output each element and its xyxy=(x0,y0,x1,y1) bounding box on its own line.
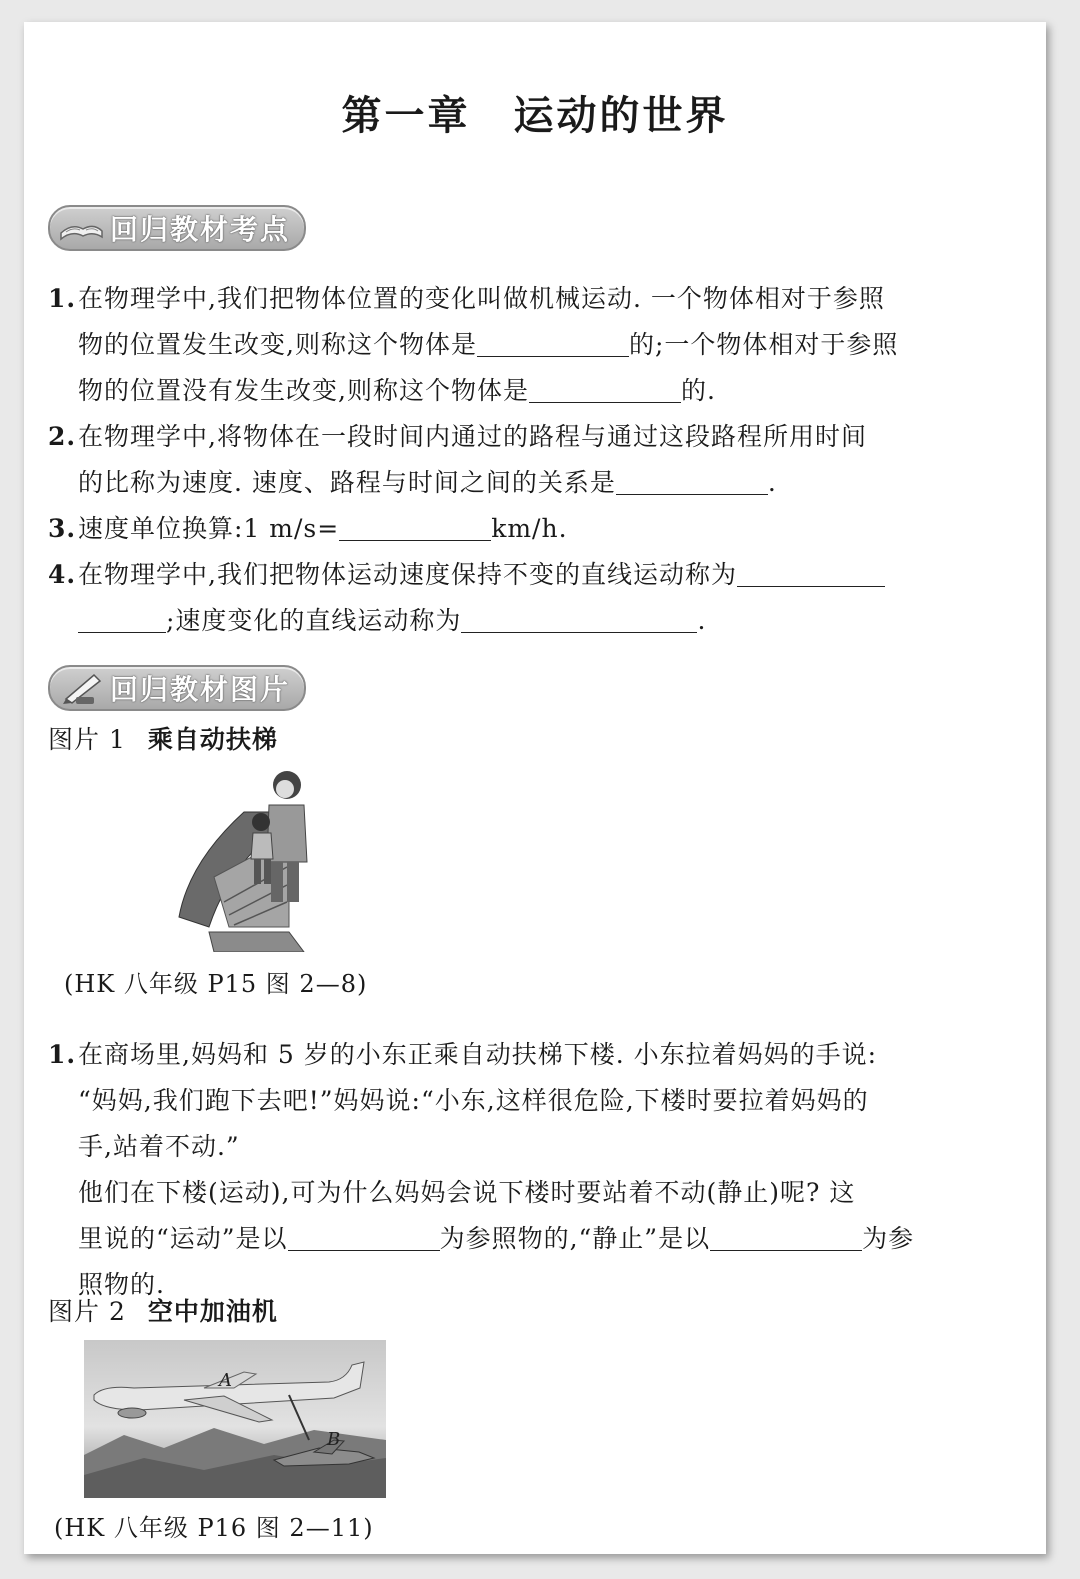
question-text: 在物理学中,将物体在一段时间内通过的路程与通过这段路程所用时间 xyxy=(78,422,867,451)
figure-number: 图片 1 xyxy=(48,725,126,754)
figure-1-question xyxy=(48,1032,1028,1308)
question-text: 物的位置发生改变,则称这个物体是 xyxy=(78,330,477,359)
answer-blank[interactable] xyxy=(288,1220,440,1251)
section-header-textbook-pictures xyxy=(48,665,306,711)
answer-blank[interactable] xyxy=(529,372,681,403)
question-4 xyxy=(48,552,1028,644)
question-text: 在物理学中,我们把物体位置的变化叫做机械运动. 一个物体相对于参照 xyxy=(78,284,885,313)
answer-blank[interactable] xyxy=(339,510,491,541)
question-text: 的;一个物体相对于参照 xyxy=(628,330,899,359)
question-text: 在物理学中,我们把物体运动速度保持不变的直线运动称为 xyxy=(78,560,737,589)
textbook-page xyxy=(24,22,1046,1554)
answer-blank[interactable] xyxy=(616,464,768,495)
question-text: 为参 xyxy=(862,1224,915,1253)
question-text: 里说的“运动”是以 xyxy=(78,1224,288,1253)
question-3 xyxy=(48,506,1028,552)
question-text: “妈妈,我们跑下去吧!”妈妈说:“小东,这样很危险,下楼时要拉着妈妈的 xyxy=(78,1086,869,1115)
figure-2-title xyxy=(48,1292,278,1328)
question-text: km/h. xyxy=(491,514,568,543)
section-pill xyxy=(48,665,306,711)
question-text: . xyxy=(767,468,777,497)
question-1 xyxy=(48,276,1028,414)
question-text: 为参照物的,“静止”是以 xyxy=(439,1224,711,1253)
question-number: 2. xyxy=(48,422,77,451)
question-text: . xyxy=(697,606,707,635)
figure-number: 图片 2 xyxy=(48,1297,126,1326)
question-text: 在商场里,妈妈和 5 岁的小东正乘自动扶梯下楼. 小东拉着妈妈的手说: xyxy=(78,1040,878,1069)
question-text: 物的位置没有发生改变,则称这个物体是 xyxy=(78,376,529,405)
question-text: 他们在下楼(运动),可为什么妈妈会说下楼时要站着不动(静止)呢? 这 xyxy=(78,1178,856,1207)
answer-blank[interactable] xyxy=(737,556,885,587)
section-pill xyxy=(48,205,306,251)
escalator-image xyxy=(169,767,309,952)
question-text: 手,站着不动.” xyxy=(78,1132,240,1161)
question-text: 的. xyxy=(680,376,716,405)
question-number: 1. xyxy=(48,1040,77,1069)
figure-2-caption: (HK 八年级 P16 图 2—11) xyxy=(54,1514,374,1542)
figure-title-text: 乘自动扶梯 xyxy=(147,725,278,754)
pencil-icon xyxy=(58,671,104,705)
section-label: 回归教材考点 xyxy=(110,213,291,246)
figure-1-title xyxy=(48,720,278,756)
answer-blank[interactable] xyxy=(78,602,166,633)
plane-a-label: A xyxy=(219,1370,232,1391)
section-label: 回归教材图片 xyxy=(110,673,291,706)
question-2 xyxy=(48,414,1028,506)
question-number: 3. xyxy=(48,514,77,543)
figure-title-text: 空中加油机 xyxy=(147,1297,278,1326)
book-icon xyxy=(58,211,104,245)
aerial-refueling-image xyxy=(84,1340,386,1498)
question-text: ;速度变化的直线运动称为 xyxy=(166,606,462,635)
section-header-textbook-points xyxy=(48,205,306,251)
question-text: 的比称为速度. 速度、路程与时间之间的关系是 xyxy=(78,468,616,497)
answer-blank[interactable] xyxy=(477,326,629,357)
plane-b-label: B xyxy=(327,1429,341,1450)
chapter-title: 第一章 运动的世界 xyxy=(341,92,729,139)
question-number: 1. xyxy=(48,284,77,313)
question-number: 4. xyxy=(48,560,77,589)
question-text: 速度单位换算:1 m/s= xyxy=(78,514,340,543)
figure-1-caption: (HK 八年级 P15 图 2—8) xyxy=(64,970,368,998)
answer-blank[interactable] xyxy=(710,1220,862,1251)
answer-blank[interactable] xyxy=(461,602,697,633)
question-text: 照物的. xyxy=(78,1270,165,1299)
